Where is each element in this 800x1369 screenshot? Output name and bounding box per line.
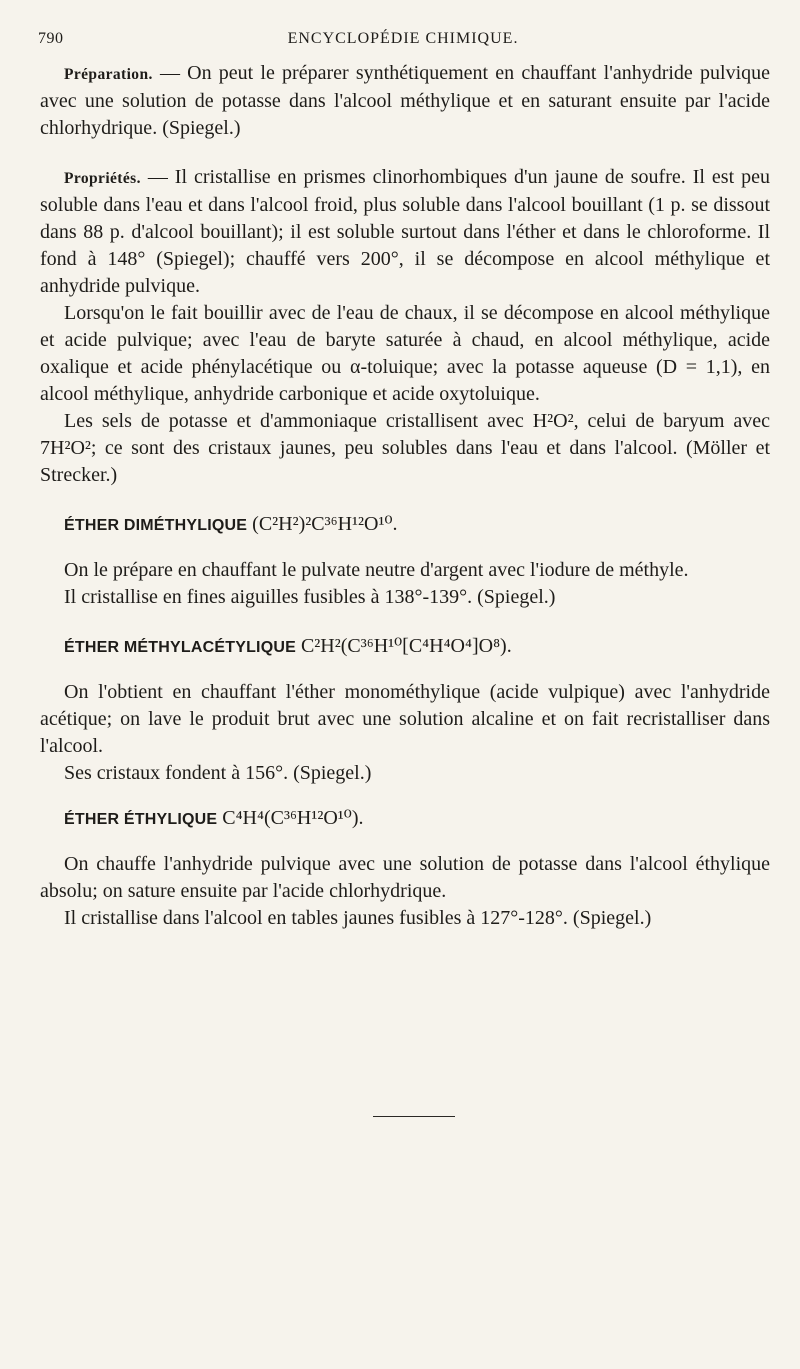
running-head — [38, 30, 768, 56]
ether-dimethylique-heading — [40, 511, 770, 539]
ether-ethylique-formula: C⁴H⁴(C³⁶H¹²O¹⁰). — [222, 807, 364, 829]
preparation-text: — On peut le préparer synthétiquement en chauffant l'anhydride pulvique avec une solution de potasse dans l'alcool méthylique et en saturant ensuite par l'acide chlorhydrique. (Spiegel.) — [40, 62, 770, 139]
ether-dimethylique-label: ÉTHER DIMÉTHYLIQUE — [64, 517, 248, 534]
ether-ethylique-heading — [40, 805, 770, 833]
proprietes-paragraph-3: Les sels de potasse et d'ammoniaque cristallisent avec H²O², celui de baryum avec 7H²O²; ce sont des cristaux jaunes, peu solubles dans l'eau et dans l'alcool. (Möller et Strecker.) — [40, 410, 770, 486]
page-number: 790 — [38, 30, 64, 47]
ether-methylacetylique-label: ÉTHER MÉTHYLACÉTYLIQUE — [64, 639, 296, 656]
ether-ethylique-paragraph-1: On chauffe l'anhydride pulvique avec une solution de potasse dans l'alcool éthylique absolu; on sature ensuite par l'acide chlorhydrique. — [40, 853, 770, 902]
section-end-rule — [373, 1116, 455, 1117]
ether-dimethylique-paragraph-1: On le prépare en chauffant le pulvate neutre d'argent avec l'iodure de méthyle. — [64, 559, 689, 581]
proprietes-paragraph — [40, 164, 770, 300]
ether-methylacetylique-paragraph-2: Ses cristaux fondent à 156°. (Spiegel.) — [64, 762, 372, 784]
preparation-runin: Préparation. — [64, 66, 153, 83]
running-title: ENCYCLOPÉDIE CHIMIQUE. — [287, 30, 519, 47]
proprietes-paragraph-2: Lorsqu'on le fait bouillir avec de l'eau de chaux, il se décompose en alcool méthylique et acide pulvique; avec l'eau de baryte saturée à chaud, en alcool méthylique, acide oxalique et acide phénylacétique ou α-toluique; avec la potasse aqueuse (D = 1,1), en alcool méthylique, anhydride carbonique et acide oxytoluique. — [40, 302, 770, 405]
ether-ethylique-label: ÉTHER ÉTHYLIQUE — [64, 811, 218, 828]
ether-ethylique-paragraph-2: Il cristallise dans l'alcool en tables jaunes fusibles à 127°-128°. (Spiegel.) — [64, 907, 652, 929]
ether-methylacetylique-formula: C²H²(C³⁶H¹⁰[C⁴H⁴O⁴]O⁸). — [300, 635, 512, 657]
preparation-paragraph — [40, 60, 770, 142]
ether-methylacetylique-paragraph-1: On l'obtient en chauffant l'éther monométhylique (acide vulpique) avec l'anhydride acétique; on lave le produit brut avec une solution alcaline et on fait recristalliser dans l'alcool. — [40, 681, 770, 757]
proprietes-text: — Il cristallise en prismes clinorhombiques d'un jaune de soufre. Il est peu soluble dans l'eau et dans l'alcool froid, plus soluble dans l'alcool bouillant (1 p. se dissout dans 88 p. d'alcool bouillant); il est soluble surtout dans l'éther et dans le chloroforme. Il fond à 148° (Spiegel); chauffé vers 200°, il se décompose en alcool méthylique et anhydride pulvique. — [40, 166, 770, 297]
page-body — [40, 60, 770, 932]
ether-dimethylique-formula: (C²H²)²C³⁶H¹²O¹⁰. — [252, 513, 398, 535]
ether-dimethylique-paragraph-2: Il cristallise en fines aiguilles fusibles à 138°-139°. (Spiegel.) — [64, 586, 556, 608]
proprietes-runin: Propriétés. — [64, 170, 141, 187]
ether-methylacetylique-heading — [40, 633, 770, 661]
